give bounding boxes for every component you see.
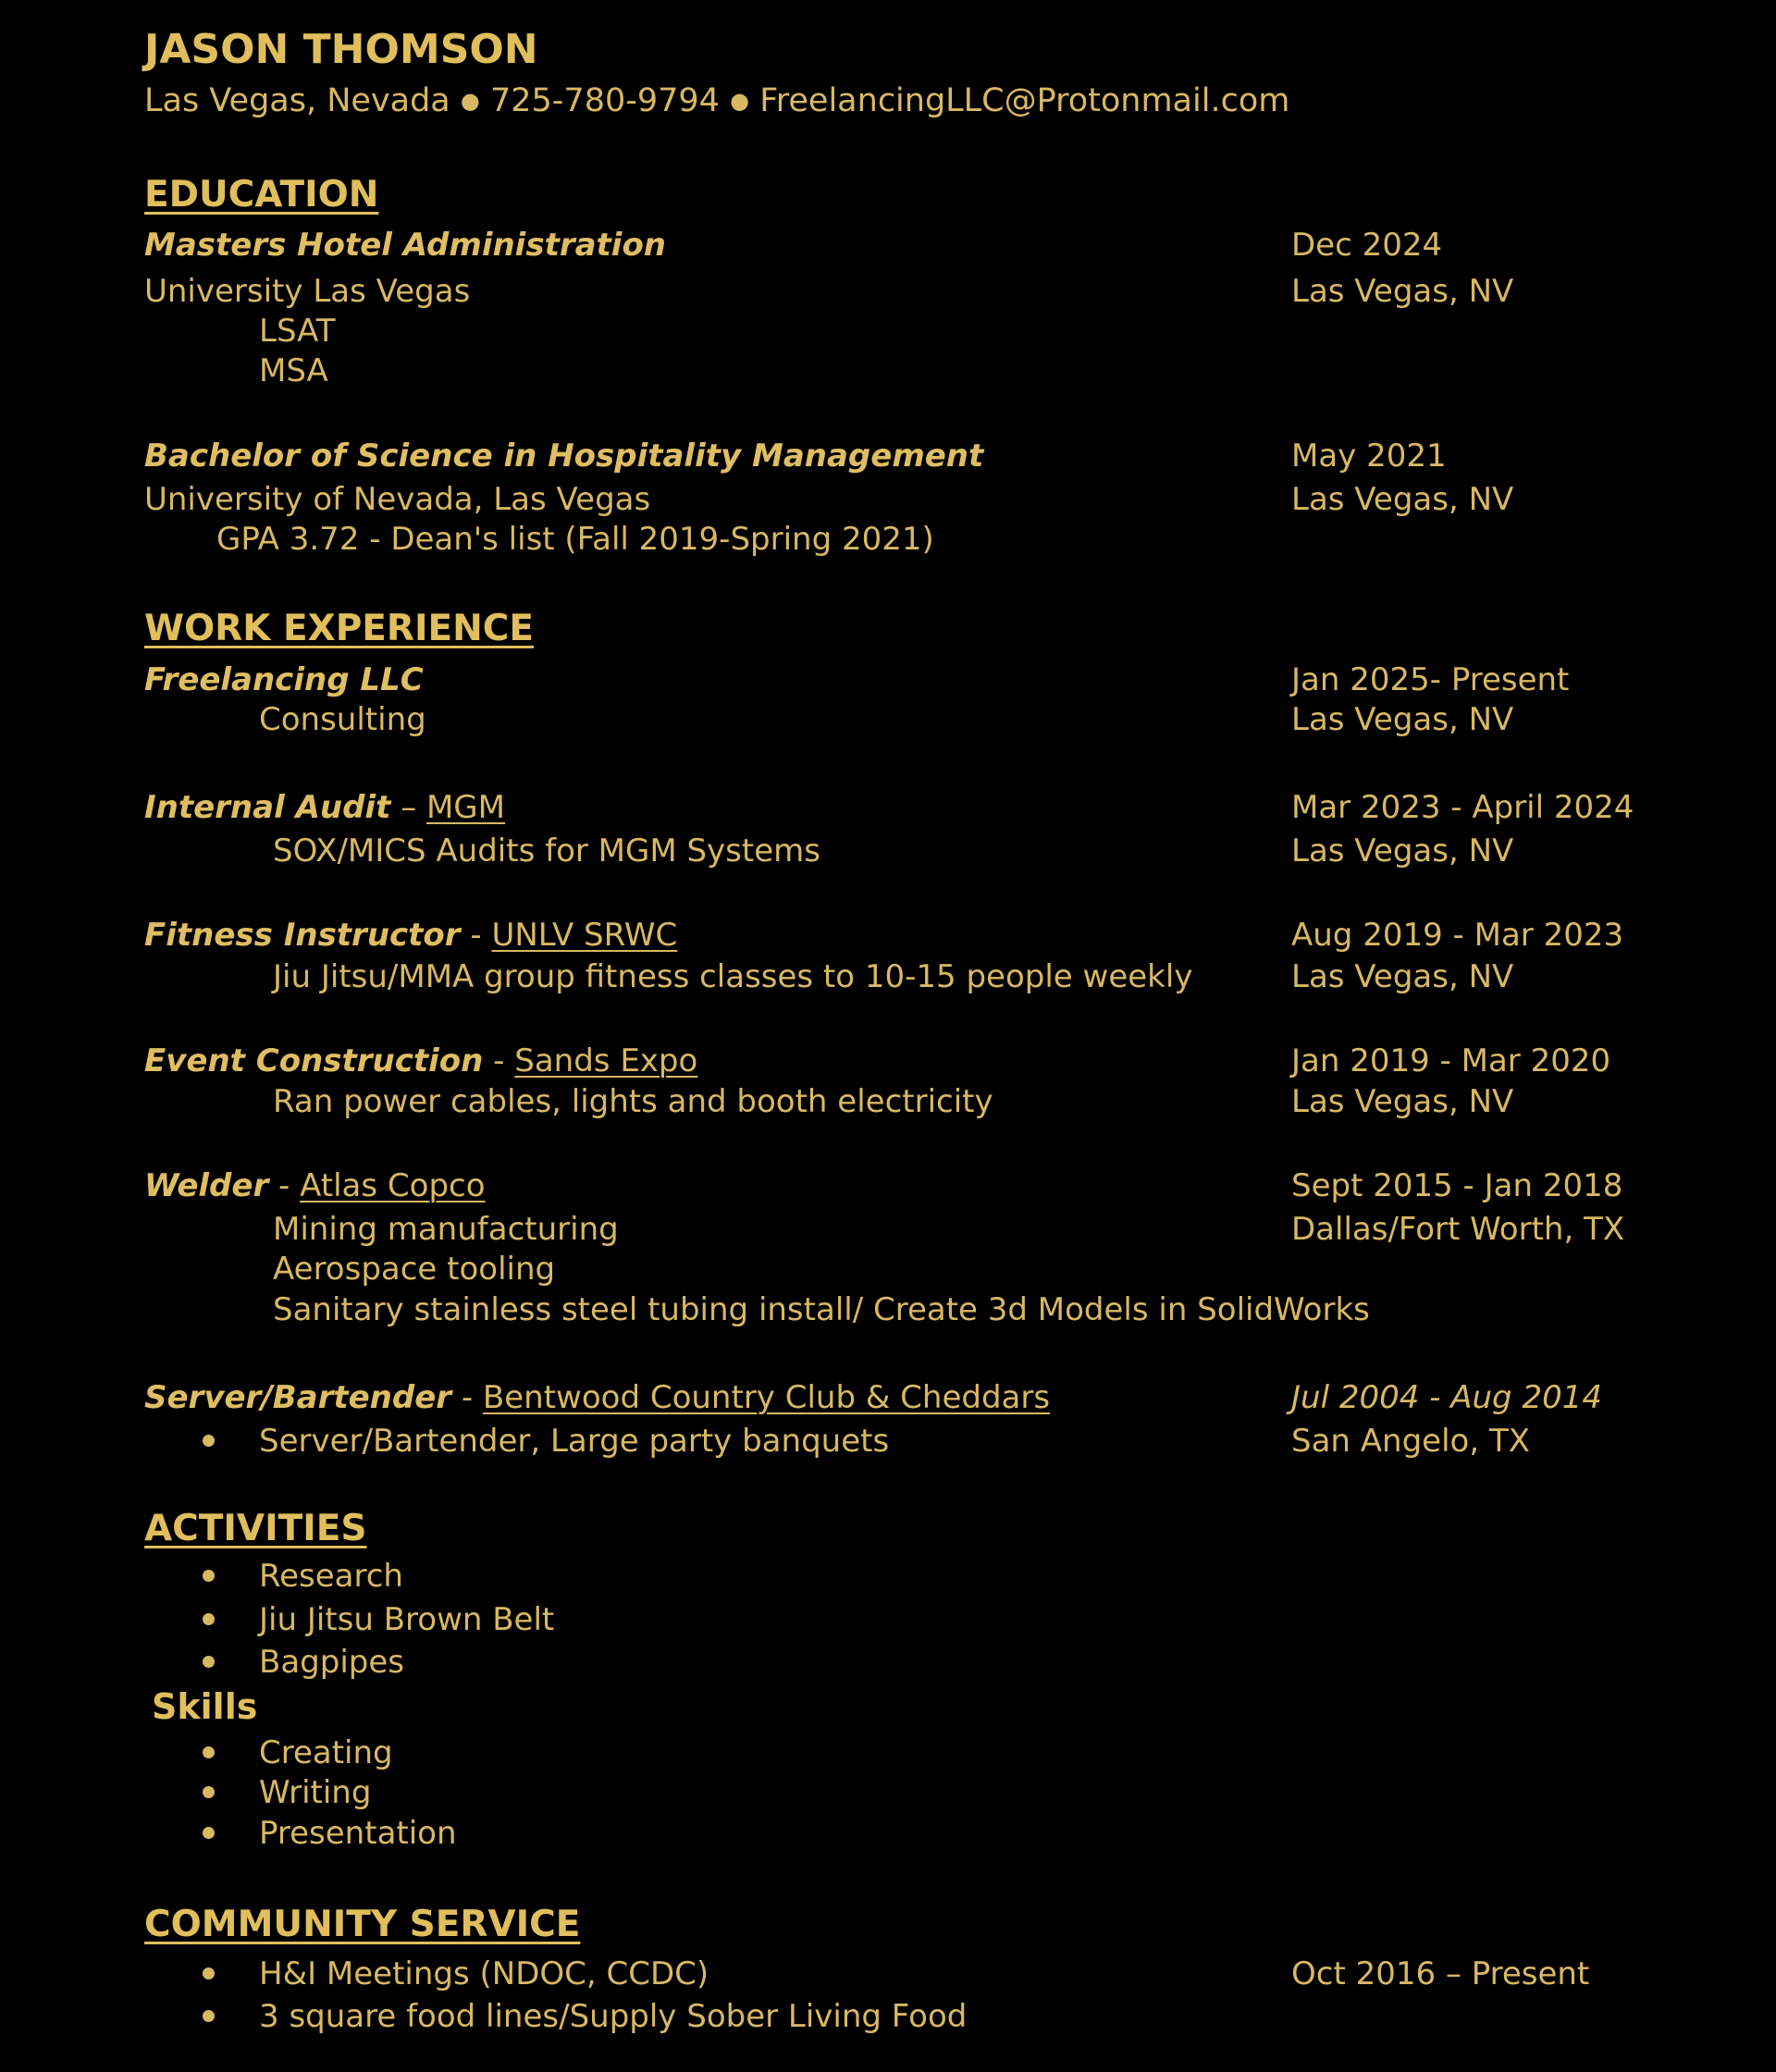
job-detail: Mining manufacturing	[273, 1211, 619, 1248]
job-detail: Jiu Jitsu/MMA group fitness classes to 10-15 people weekly	[273, 958, 1193, 995]
school-location: Las Vegas, NV	[1291, 273, 1514, 310]
skill-item: Presentation	[259, 1815, 457, 1852]
title-separator: –	[390, 789, 426, 826]
degree-title: Bachelor of Science in Hospitality Management	[144, 438, 984, 475]
school-location: Las Vegas, NV	[1291, 481, 1514, 518]
community-item: H&I Meetings (NDOC, CCDC)	[259, 1955, 709, 1992]
company-link[interactable]: Atlas Copco	[300, 1167, 486, 1204]
company-link[interactable]: Sands Expo	[514, 1042, 698, 1079]
job-title: Event Construction	[144, 1042, 484, 1079]
bullet-icon	[203, 1746, 215, 1758]
skill-item: Writing	[259, 1774, 372, 1811]
job-title: Freelancing LLC	[144, 661, 424, 698]
job-date: Aug 2019 - Mar 2023	[1291, 917, 1624, 954]
job-location: San Angelo, TX	[1291, 1423, 1531, 1460]
job-location: Las Vegas, NV	[1291, 1083, 1514, 1120]
job-title: Fitness Instructor	[144, 917, 461, 954]
bullet-icon	[203, 1613, 215, 1625]
contact-email[interactable]: FreelancingLLC@Protonmail.com	[759, 82, 1290, 119]
company-link[interactable]: Bentwood Country Club & Cheddars	[482, 1379, 1051, 1416]
contact-line	[144, 82, 1290, 119]
activities-heading: ACTIVITIES	[144, 1508, 367, 1549]
education-detail: GPA 3.72 - Dean's list (Fall 2019-Spring 2021)	[216, 521, 934, 558]
job-title: Internal Audit	[144, 789, 391, 826]
community-service-heading: COMMUNITY SERVICE	[144, 1904, 581, 1945]
title-separator: -	[451, 1379, 483, 1416]
job-detail: Ran power cables, lights and booth electricity	[273, 1083, 993, 1120]
job-location: Las Vegas, NV	[1291, 958, 1514, 995]
contact-phone[interactable]: 725-780-9794	[490, 82, 720, 119]
job-location: Las Vegas, NV	[1291, 832, 1514, 870]
company-link[interactable]: UNLV SRWC	[491, 917, 678, 954]
bullet-icon	[203, 2010, 215, 2022]
activity-item: Bagpipes	[259, 1644, 404, 1681]
community-item: 3 square food lines/Supply Sober Living Food	[259, 1998, 968, 2035]
job-location: Dallas/Fort Worth, TX	[1291, 1211, 1625, 1248]
title-separator: -	[483, 1042, 515, 1079]
degree-date: May 2021	[1291, 438, 1447, 475]
job-detail: SOX/MICS Audits for MGM Systems	[273, 832, 820, 870]
bullet-icon	[203, 1570, 215, 1582]
job-title-line	[144, 917, 678, 954]
job-detail: Consulting	[259, 701, 426, 738]
bullet-icon	[203, 1656, 215, 1668]
company-link[interactable]: MGM	[426, 789, 505, 826]
job-detail: Sanitary stainless steel tubing install/ Create 3d Models in SolidWorks	[273, 1291, 1370, 1328]
skills-heading: Skills	[152, 1686, 258, 1727]
job-title-line	[144, 1042, 698, 1079]
job-title-line	[144, 1379, 1051, 1416]
job-date: Jul 2004 - Aug 2014	[1291, 1379, 1602, 1416]
job-date: Jan 2025- Present	[1291, 661, 1570, 698]
candidate-name: JASON THOMSON	[144, 26, 538, 73]
bullet-icon	[203, 1827, 215, 1839]
community-date: Oct 2016 – Present	[1291, 1955, 1590, 1992]
job-title-line	[144, 661, 424, 698]
job-title: Server/Bartender	[144, 1379, 452, 1416]
degree-date: Dec 2024	[1291, 227, 1443, 264]
activity-item: Research	[259, 1558, 403, 1595]
job-detail: Server/Bartender, Large party banquets	[259, 1423, 890, 1460]
job-date: Sept 2015 - Jan 2018	[1291, 1167, 1623, 1204]
separator-dot-icon: ●	[730, 88, 750, 114]
school-name: University of Nevada, Las Vegas	[144, 481, 651, 518]
bullet-icon	[203, 1786, 215, 1798]
activity-item: Jiu Jitsu Brown Belt	[259, 1601, 555, 1638]
job-title: Welder	[144, 1167, 269, 1204]
bullet-icon	[203, 1967, 215, 1980]
title-separator: -	[460, 917, 492, 954]
job-title-line	[144, 1167, 486, 1204]
education-heading: EDUCATION	[144, 174, 379, 216]
separator-dot-icon: ●	[460, 88, 480, 114]
skill-item: Creating	[259, 1734, 393, 1771]
contact-location: Las Vegas, Nevada	[144, 82, 450, 119]
degree-title: Masters Hotel Administration	[144, 227, 667, 264]
education-detail: MSA	[259, 352, 328, 389]
school-name: University Las Vegas	[144, 273, 471, 310]
job-title-line	[144, 789, 505, 826]
job-location: Las Vegas, NV	[1291, 701, 1514, 738]
education-detail: LSAT	[259, 313, 336, 350]
work-experience-heading: WORK EXPERIENCE	[144, 608, 535, 649]
bullet-icon	[203, 1435, 215, 1447]
job-date: Mar 2023 - April 2024	[1291, 789, 1634, 826]
job-date: Jan 2019 - Mar 2020	[1291, 1042, 1611, 1079]
job-detail: Aerospace tooling	[273, 1251, 556, 1288]
title-separator: -	[268, 1167, 301, 1204]
